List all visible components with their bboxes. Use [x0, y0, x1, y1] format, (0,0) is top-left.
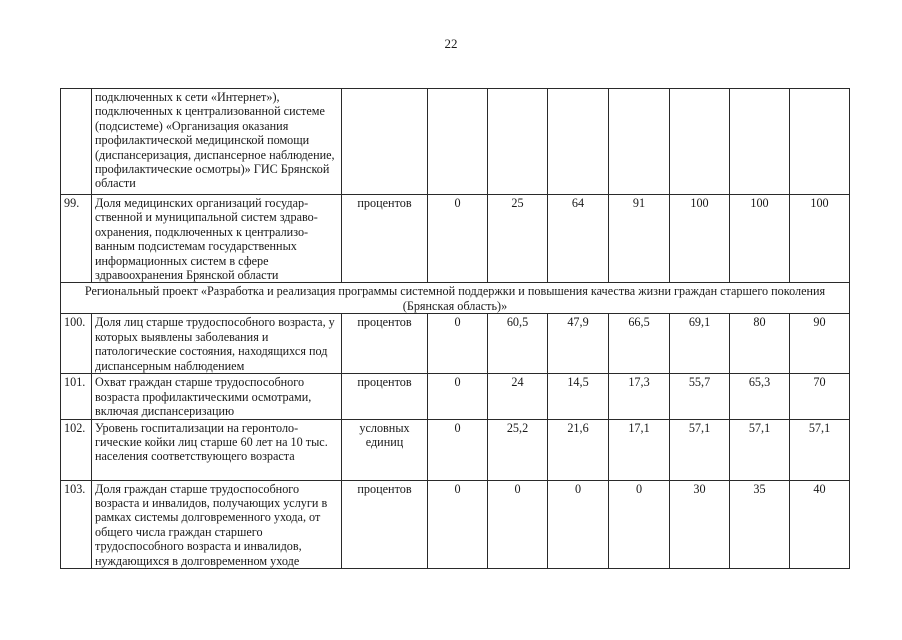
- value-cell: 24: [488, 374, 548, 419]
- unit-cell: условных единиц: [342, 419, 428, 480]
- value-cell: 57,1: [730, 419, 790, 480]
- value-cell: 0: [428, 419, 488, 480]
- row-number: 103.: [61, 480, 92, 568]
- page-number: 22: [444, 36, 458, 51]
- table-row: [61, 374, 850, 419]
- row-number: 102.: [61, 419, 92, 480]
- value-cell: 66,5: [609, 314, 670, 374]
- value-cell: [609, 89, 670, 195]
- value-cell: 100: [730, 195, 790, 283]
- section-title: Региональный проект «Разработка и реализация программы системной поддержки и повышения качества жизни граждан старшего поколения (Брянская область)»: [61, 283, 850, 314]
- value-cell: 14,5: [548, 374, 609, 419]
- value-cell: [488, 89, 548, 195]
- row-number: 99.: [61, 195, 92, 283]
- value-cell: 0: [488, 480, 548, 568]
- value-cell: [428, 89, 488, 195]
- value-cell: 0: [428, 480, 488, 568]
- table-row: [61, 195, 850, 283]
- row-number: 100.: [61, 314, 92, 374]
- value-cell: 21,6: [548, 419, 609, 480]
- unit-cell: процентов: [342, 314, 428, 374]
- indicator-description: Доля медицинских организаций государ-ственной и муниципальной систем здраво-охранения, подключенных к централизо-ванным подсистемам государственных информационных систем в сфере здравоохранения Брянской области: [92, 195, 342, 283]
- value-cell: 0: [428, 195, 488, 283]
- value-cell: 69,1: [670, 314, 730, 374]
- value-cell: [548, 89, 609, 195]
- value-cell: 17,3: [609, 374, 670, 419]
- value-cell: 80: [730, 314, 790, 374]
- unit-cell: процентов: [342, 374, 428, 419]
- indicators-table: [60, 88, 850, 569]
- value-cell: 0: [428, 374, 488, 419]
- value-cell: 65,3: [730, 374, 790, 419]
- unit-cell: [342, 89, 428, 195]
- value-cell: 100: [670, 195, 730, 283]
- value-cell: 64: [548, 195, 609, 283]
- value-cell: 70: [790, 374, 850, 419]
- value-cell: 57,1: [790, 419, 850, 480]
- value-cell: 91: [609, 195, 670, 283]
- value-cell: 35: [730, 480, 790, 568]
- value-cell: 90: [790, 314, 850, 374]
- indicator-description: подключенных к сети «Интернет»), подключенных к централизованной системе (подсистеме) «Организация оказания профилактической медицинской помощи (диспансеризация, диспансерное наблюдение, профилактические осмотры)» ГИС Брянской области: [92, 89, 342, 195]
- value-cell: 40: [790, 480, 850, 568]
- table-row: [61, 419, 850, 480]
- row-number: [61, 89, 92, 195]
- value-cell: 17,1: [609, 419, 670, 480]
- indicator-description: Доля граждан старше трудоспособного возраста и инвалидов, получающих услуги в рамках системы долговременного ухода, от общего числа граждан старшего трудоспособного возраста и инвалидов, нуждающихся в долговременном уходе: [92, 480, 342, 568]
- value-cell: 0: [609, 480, 670, 568]
- unit-cell: процентов: [342, 480, 428, 568]
- value-cell: [790, 89, 850, 195]
- table-row: [61, 314, 850, 374]
- value-cell: 30: [670, 480, 730, 568]
- unit-cell: процентов: [342, 195, 428, 283]
- value-cell: 55,7: [670, 374, 730, 419]
- indicator-description: Доля лиц старше трудоспособного возраста, у которых выявлены заболевания и патологические состояния, находящихся под диспансерным наблюдением: [92, 314, 342, 374]
- value-cell: 57,1: [670, 419, 730, 480]
- value-cell: [730, 89, 790, 195]
- section-row: [61, 283, 850, 314]
- indicator-description: Уровень госпитализации на геронтоло-гические койки лиц старше 60 лет на 10 тыс. населения соответствующего возраста: [92, 419, 342, 480]
- value-cell: 100: [790, 195, 850, 283]
- value-cell: 60,5: [488, 314, 548, 374]
- table-row: [61, 480, 850, 568]
- value-cell: 0: [548, 480, 609, 568]
- value-cell: 25: [488, 195, 548, 283]
- value-cell: [670, 89, 730, 195]
- value-cell: 0: [428, 314, 488, 374]
- table-row: [61, 89, 850, 195]
- value-cell: 25,2: [488, 419, 548, 480]
- indicator-description: Охват граждан старше трудоспособного возраста профилактическими осмотрами, включая диспансеризацию: [92, 374, 342, 419]
- value-cell: 47,9: [548, 314, 609, 374]
- row-number: 101.: [61, 374, 92, 419]
